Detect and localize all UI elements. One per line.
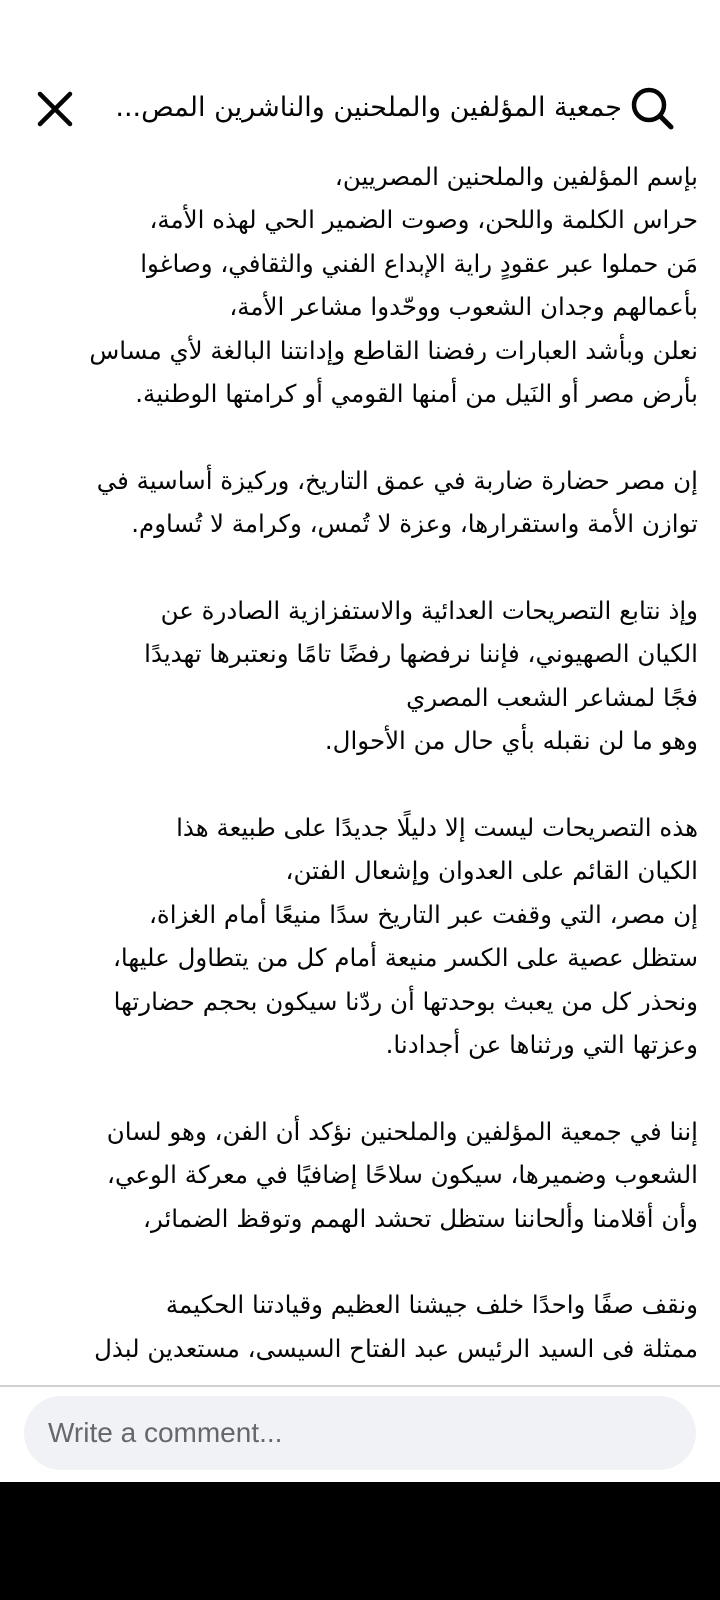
post-paragraph [20, 459, 698, 546]
text-line: فجًا لمشاعر الشعب المصري [406, 682, 698, 712]
post-text [0, 155, 720, 1370]
text-line: الشعوب وضميرها، سيكون سلاحًا إضافيًا في معركة الوعي، [107, 1160, 698, 1190]
search-button[interactable] [628, 84, 676, 132]
search-icon [628, 84, 676, 132]
text-line: وعزتها التي ورثناها عن أجدادنا. [385, 1030, 698, 1060]
system-navigation-bar [0, 1482, 720, 1600]
page-title: جمعية المؤلفين والملحنين والناشرين المص... [115, 92, 622, 123]
post-paragraph [20, 589, 698, 763]
text-line: حراس الكلمة واللحن، وصوت الضمير الحي لهذه الأمة، [149, 205, 698, 235]
text-line: مَن حملوا عبر عقودٍ راية الإبداع الفني والثقافي، وصاغوا [140, 248, 698, 278]
text-line: وإذ نتابع التصريحات العدائية والاستفزازية الصادرة عن [160, 596, 698, 626]
text-line: بأرض مصر أو النَيل من أمنها القومي أو كرامتها الوطنية. [135, 379, 698, 409]
text-line: إن مصر، التي وقفت عبر التاريخ سدًا منيعًا أمام الغزاة، [148, 899, 698, 929]
close-button[interactable] [34, 88, 76, 130]
post-paragraph [20, 1283, 698, 1370]
text-line: وأن أقلامنا وألحاننا ستظل تحشد الهمم وتوقظ الضمائر، [143, 1203, 698, 1233]
text-line: بأعمالهم وجدان الشعوب ووحّدوا مشاعر الأمة، [229, 292, 698, 322]
text-line: بإسم المؤلفين والملحنين المصريين، [334, 162, 698, 191]
post-paragraph [20, 1110, 698, 1240]
text-line: إن مصر حضارة ضاربة في عمق التاريخ، وركيزة أساسية في [96, 465, 698, 495]
text-line: ونحذر كل من يعبث بوحدتها أن ردّنا سيكون بحجم حضارتها [113, 986, 698, 1016]
text-line: توازن الأمة واستقرارها، وعزة لا تُمس، وكرامة لا تُساوم. [131, 509, 698, 539]
text-line: الكيان القائم على العدوان وإشعال الفتن، [285, 856, 698, 886]
text-line: إننا في جمعية المؤلفين والملحنين نؤكد أن الفن، وهو لسان [106, 1116, 698, 1146]
text-line: هذه التصريحات ليست إلا دليلًا جديدًا على طبيعة هذا [176, 813, 698, 843]
post-content [0, 155, 720, 1385]
text-line: الكيان الصهيوني، فإننا نرفضها رفضًا تامًا ونعتبرها تهديدًا [144, 639, 698, 669]
text-line: نعلن وبأشد العبارات رفضنا القاطع وإدانتنا البالغة لأي مساس [89, 335, 698, 365]
comment-input[interactable] [24, 1396, 696, 1470]
post-paragraph [20, 155, 698, 415]
post-paragraph [20, 806, 698, 1066]
post-header [0, 70, 720, 146]
divider [0, 1385, 720, 1387]
text-line: ونقف صفًا واحدًا خلف جيشنا العظيم وقيادتنا الحكيمة [165, 1290, 698, 1320]
text-line: ستظل عصية على الكسر منيعة أمام كل من يتطاول عليها، [113, 943, 698, 973]
text-line: ممثلة فى السيد الرئيس عبد الفتاح السيسى، مستعدين لبذل [94, 1333, 698, 1363]
close-icon [34, 88, 76, 130]
text-line: وهو ما لن نقبله بأي حال من الأحوال. [324, 726, 698, 756]
